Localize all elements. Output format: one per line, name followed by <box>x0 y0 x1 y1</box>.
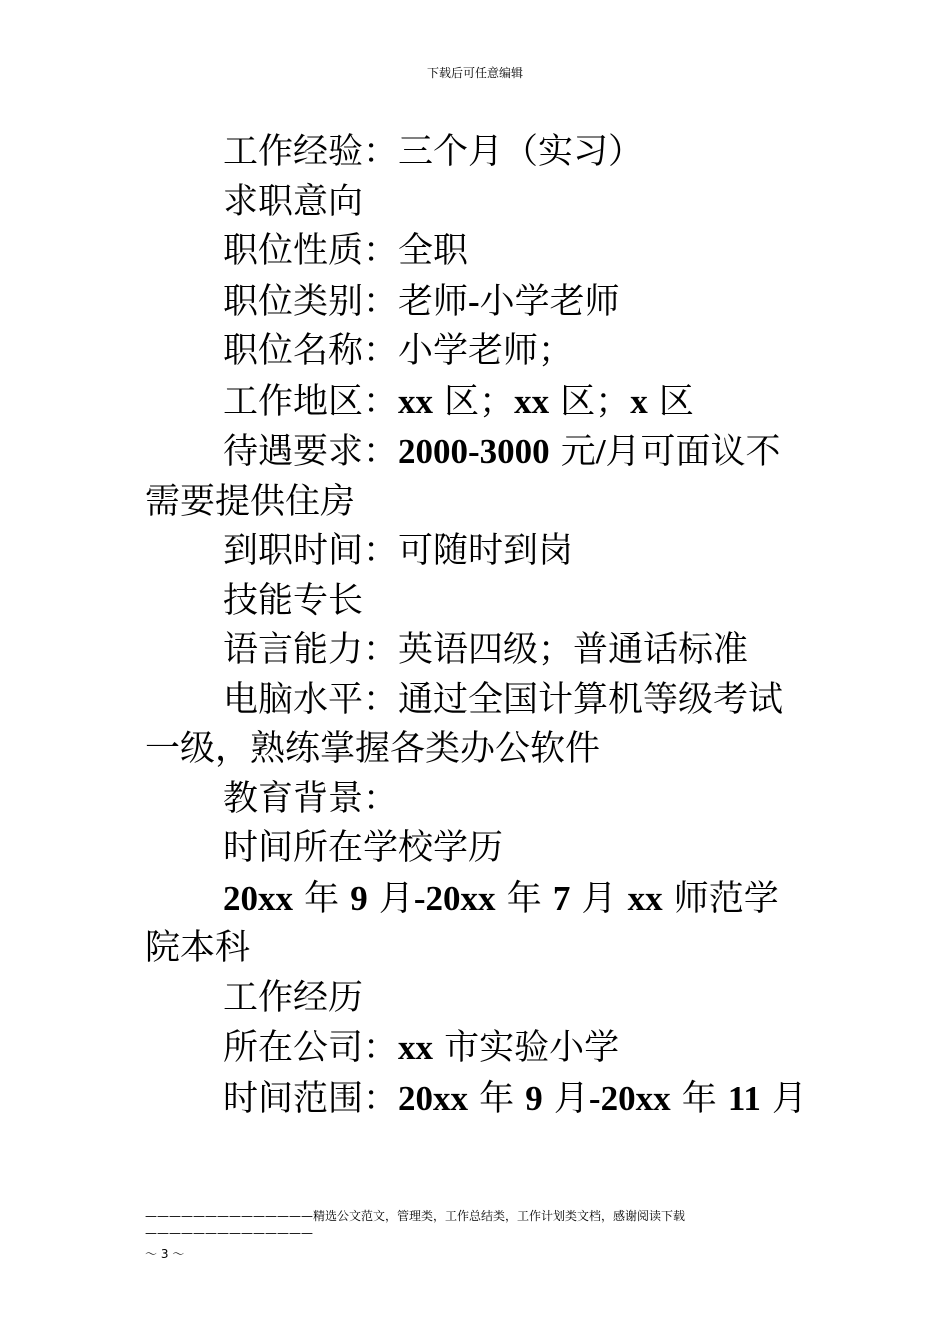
paragraph-start-time: 到职时间：可随时到岗 <box>223 531 574 571</box>
paragraph-computer-level: 电脑水平：通过全国计算机等级考试一级，熟练掌握各类办公软件 <box>145 679 784 769</box>
heading-job-intention: 求职意向 <box>223 181 364 222</box>
paragraph-company: 所在公司：xx 市实验小学 <box>223 1028 620 1068</box>
paragraph-language-ability: 语言能力：英语四级；普通话标准 <box>223 630 749 670</box>
heading-work-history: 工作经历 <box>223 977 364 1018</box>
footer-note: ——————————————精选公文范文，管理类，工作总结类，工作计划类文档，感谢阅读下载—————————————— <box>145 1209 686 1240</box>
paragraph-job-title: 职位名称：小学老师； <box>223 331 574 371</box>
page-header: 下载后可任意编辑 <box>426 66 523 80</box>
paragraph-education-columns: 时间所在学校学历 <box>223 828 504 868</box>
document-body <box>145 128 810 1124</box>
paragraph-work-experience: 工作经验：三个月（实习） <box>223 132 644 172</box>
heading-skills: 技能专长 <box>223 580 364 621</box>
paragraph-job-category: 职位类别：老师-小学老师 <box>223 281 620 322</box>
paragraph-education-entry: 20xx 年 9 月-20xx 年 7 月 xx 师范学院本科 <box>145 878 779 968</box>
paragraph-salary-requirement: 待遇要求：2000-3000 元/月可面议不需要提供住房 <box>145 432 781 522</box>
paragraph-job-nature: 职位性质：全职 <box>223 231 469 271</box>
paragraph-time-range: 时间范围：20xx 年 9 月-20xx 年 11 月 <box>223 1078 808 1119</box>
paragraph-work-region: 工作地区：xx 区；xx 区；x 区 <box>223 381 694 422</box>
heading-education: 教育背景： <box>223 778 399 819</box>
page-number: ～ 3 ～ <box>145 1247 185 1261</box>
